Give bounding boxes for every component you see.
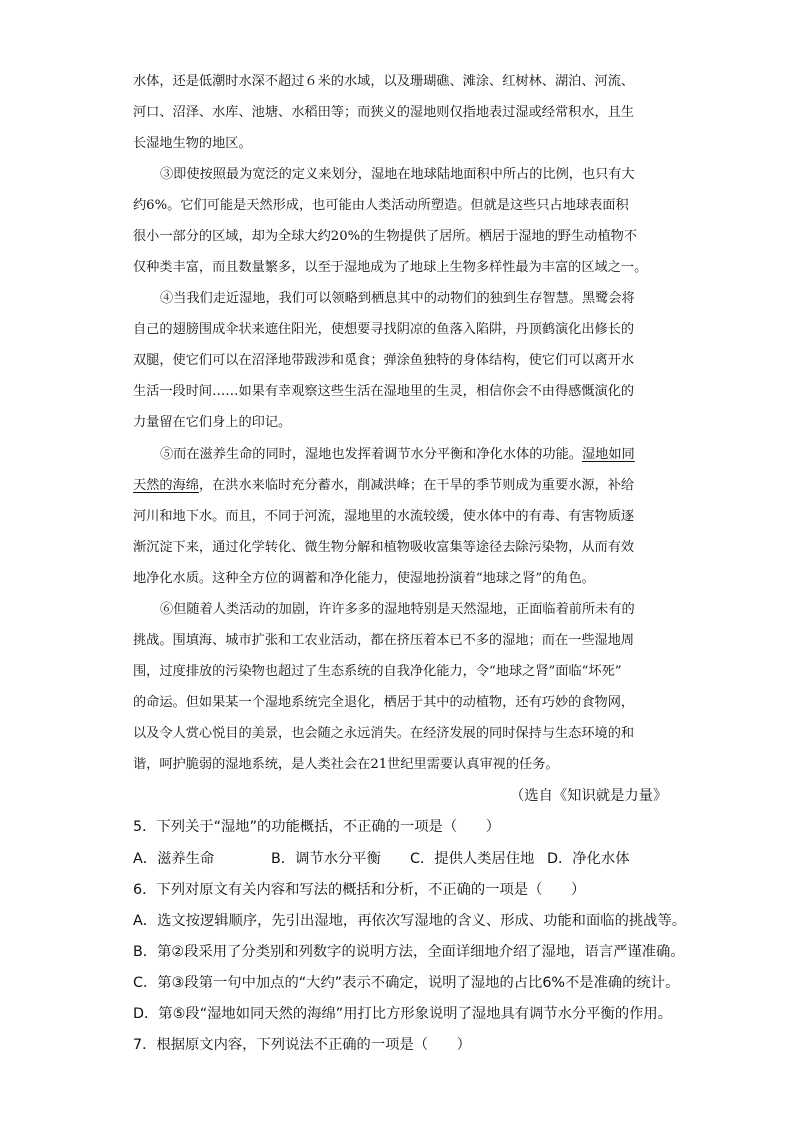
paragraph-4-line: 生活一段时间……如果有幸观察这些生活在湿地里的生灵，相信你会不由得感慨演化的: [133, 384, 635, 399]
question-5-options: [133, 848, 653, 868]
paragraph-4-line: 自己的翅膀围成伞状来遮住阳光，使想要寻找阴凉的鱼落入陷阱，丹顶鹤演化出修长的: [133, 322, 635, 337]
source-citation: （选自《知识就是力量》: [510, 788, 668, 804]
option-b: B．调节水分平衡: [271, 851, 381, 867]
underlined-phrase: 湿地如同: [582, 447, 635, 462]
question-6-option-b: B．第②段采用了分类别和列数字的说明方法，全面详细地介绍了湿地，语言严谨准确。: [133, 944, 685, 960]
paragraph-5-text: ，在洪水来临时充分蓄水，削减洪峰；在干旱的季节则成为重要水源，补给: [198, 478, 635, 493]
paragraph-3-line: 约6%。它们可能是天然形成，也可能由人类活动所塑造。但就是这些只占地球表面积: [133, 198, 629, 213]
paragraph-4-line: 双腿，使它们可以在沼泽地带跋涉和觅食；弹涂鱼独特的身体结构，使它们可以离开水: [133, 353, 635, 368]
paragraph-5-line: 地净化水质。这种全方位的调蓄和净化能力，使湿地扮演着“地球之肾”的角色。: [133, 571, 595, 586]
paragraph-5-line: [133, 474, 634, 493]
paragraph-6-line: 以及令人赏心悦目的美景，也会随之永远消失。在经济发展的同时保持与生态环境的和: [133, 726, 635, 741]
paragraph-3-line: ③即使按照最为宽泛的定义来划分，湿地在地球陆地面积中所占的比例，也只有大: [160, 167, 635, 182]
paragraph-4-line: 力量留在它们身上的印记。: [133, 415, 292, 430]
paragraph-6-line: 的命运。但如果某一个湿地系统完全退化，栖居于其中的动植物，还有巧妙的食物网，: [133, 695, 635, 710]
question-7-stem: 7．根据原文内容，下列说法不正确的一项是（ ）: [133, 1037, 471, 1053]
paragraph-4-line: ④当我们走近湿地，我们可以领略到栖息其中的动物们的独到生存智慧。黑鹭会将: [160, 291, 635, 306]
paragraph-6-line: ⑥但随着人类活动的加剧，许许多多的湿地特别是天然湿地，正面临着前所未有的: [160, 602, 635, 617]
option-d: D．净化水体: [547, 851, 630, 867]
paragraph-5-line: 渐沉淀下来，通过化学转化、微生物分解和植物吸收富集等途径去除污染物，从而有效: [133, 540, 635, 555]
paragraph-3-line: 仅种类丰富，而且数量繁多，以至于湿地成为了地球上生物多样性最为丰富的区域之一。: [133, 260, 648, 275]
paragraph-6-line: 挑战。围填海、城市扩张和工农业活动，都在挤压着本已不多的湿地；而在一些湿地周: [133, 633, 635, 648]
option-a: A．滋养生命: [133, 851, 215, 867]
question-6-option-d: D．第⑤段“湿地如同天然的海绵”用打比方形象说明了湿地具有调节水分平衡的作用。: [133, 1006, 673, 1022]
question-6-stem: 6．下列对原文有关内容和写法的概括和分析，不正确的一项是（ ）: [133, 882, 586, 898]
paragraph-5-line: 河川和地下水。而且，不同于河流，湿地里的水流较缓，使水体中的有毒、有害物质逐: [133, 509, 635, 524]
underlined-phrase: 天然的海绵: [133, 478, 199, 493]
paragraph-6-line: 谐，呵护脆弱的湿地系统，是人类社会在21世纪里需要认真审视的任务。: [133, 757, 559, 772]
paragraph-2-line: 河口、沼泽、水库、池塘、水稻田等；而狭义的湿地则仅指地表过湿或经常积水，且生: [133, 105, 635, 120]
question-6-option-a: A．选文按逻辑顺序，先引出湿地，再依次写湿地的含义、形成、功能和面临的挑战等。: [133, 913, 687, 929]
question-6-option-c: C．第③段第一句中加点的“大约”表示不确定，说明了湿地的占比6%不是准确的统计。: [133, 975, 680, 991]
question-5-stem: 5．下列关于“湿地”的功能概括，不正确的一项是（ ）: [133, 819, 501, 835]
paragraph-5-text: ⑤而在滋养生命的同时，湿地也发挥着调节水分平衡和净化水体的功能。: [160, 447, 582, 462]
paragraph-6-line: 围，过度排放的污染物也超过了生态系统的自我净化能力，令“地球之肾”面临“坏死”: [133, 664, 622, 679]
paragraph-2-line: 水体，还是低潮时水深不超过６米的水域，以及珊瑚礁、滩涂、红树林、湖泊、河流、: [133, 74, 635, 89]
paragraph-3-line: 很小一部分的区域，却为全球大约20%的生物提供了居所。栖居于湿地的野生动植物不: [133, 229, 638, 244]
paragraph-2-line: 长湿地生物的地区。: [133, 136, 252, 151]
option-c: C．提供人类居住地: [410, 851, 535, 867]
paragraph-5-line: [160, 443, 635, 462]
